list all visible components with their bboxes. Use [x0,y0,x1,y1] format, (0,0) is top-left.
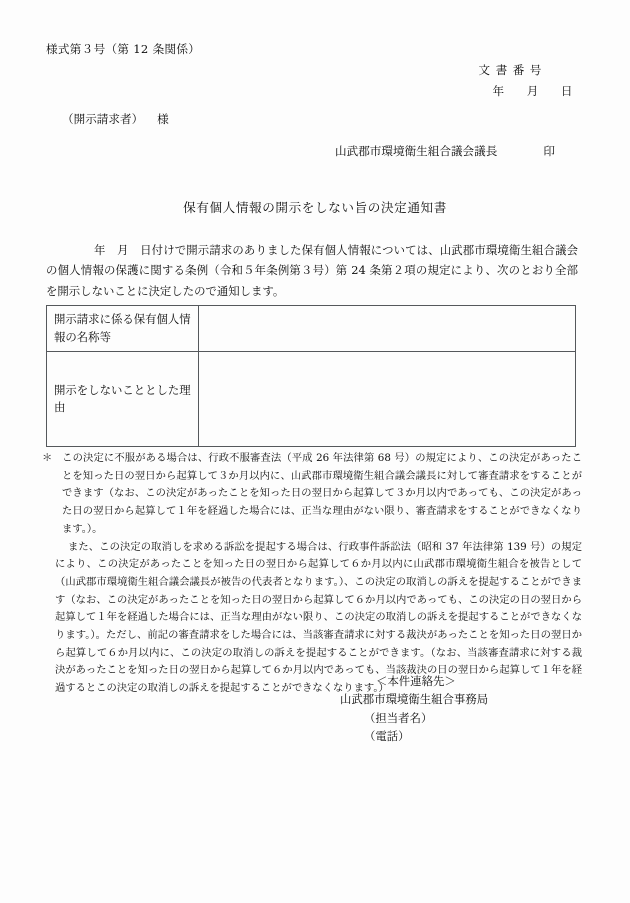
footnote-paragraph-2: また、この決定の取消しを求める訴訟を提起する場合は、行政事件訴訟法（昭和 37 年法律第 139 号）の規定により、この決定があったことを知った日の翌日から起算して６か月以内に山武郡市環境衛生組合を被告として（山武郡市環境衛生組合議会議長が被告の代表者となります。）、この決定の取消しの訴えを提起することができます（なお、この決定があったことを知った日の翌日から起算して６か月以内であっても、この決定の日の翌日から起算して１年を経過した場合には、正当な理由がない限り、この決定の取消しの訴えを提起することができなくなります。）。ただし、前記の審査請求をした場合には、当該審査請求に対する裁決があったことを知った日の翌日から起算して６か月以内に、この決定の取消しの訴えを提起することができます。（なお、当該審査請求に対する裁決があったことを知った日の翌日から起算して６か月以内であっても、当該裁決の日の翌日から起算して１年を経過するとこの決定の取消しの訴えを提起することができなくなります。） [55,540,582,695]
addressee-line [62,111,169,128]
table-row [47,306,576,352]
row-label-reason: 開示をしないこととした理由 [47,352,199,447]
document-date-label: 年 月 日 [492,84,578,99]
footnote-paragraph-1 [42,450,582,539]
contact-block [340,672,488,746]
footnote-text-1: この決定に不服がある場合は、行政不服審査法（平成 26 年法律第 68 号）の規定により、この決定があったことを知った日の翌日から起算して３か月以内に、山武郡市環境衛生組合議会議長に対して審査請求をすることができます（なお、この決定があったことを知った日の翌日から起算して３か月以内であっても、この決定があった日の翌日から起算して１年を経過した場合には、正当な理由がない限り、審査請求をすることができなくなります。）。 [62,452,582,535]
footnote-block [42,450,582,698]
seal-mark: 印 [543,144,555,158]
contact-person-label: （担当者名） [364,710,433,725]
addressee-name: （開示請求者） [62,112,144,126]
document-number-label: 文書番号 [478,63,547,77]
contact-phone-label: （電話） [364,729,410,744]
disclosure-info-table [46,305,576,447]
row-label-information-name: 開示請求に係る保有個人情報の名称等 [47,306,199,352]
asterisk-icon: ＊ [42,452,53,464]
body-paragraph: 年 月 日付けで開示請求のありました保有個人情報については、山武郡市環境衛生組合議会の個人情報の保護に関する条例（令和５年条例第３号）第 24 条第２項の規定により、次のとおり全部を開示しないことに決定したので通知します。 [46,243,578,298]
row-value-reason[interactable] [199,352,576,447]
contact-heading: ＜本件連絡先＞ [376,674,456,688]
table-row [47,352,576,447]
issuer-line [335,143,555,160]
form-number: 様式第３号（第 12 条関係） [46,42,201,56]
document-number-block [479,62,578,101]
contact-office: 山武郡市環境衛生組合事務局 [340,692,489,707]
row-value-information-name[interactable] [199,306,576,352]
issuer-name: 山武郡市環境衛生組合議会議長 [335,144,498,158]
addressee-honorific: 様 [157,112,169,126]
page-title: 保有個人情報の開示をしない旨の決定通知書 [183,200,447,215]
